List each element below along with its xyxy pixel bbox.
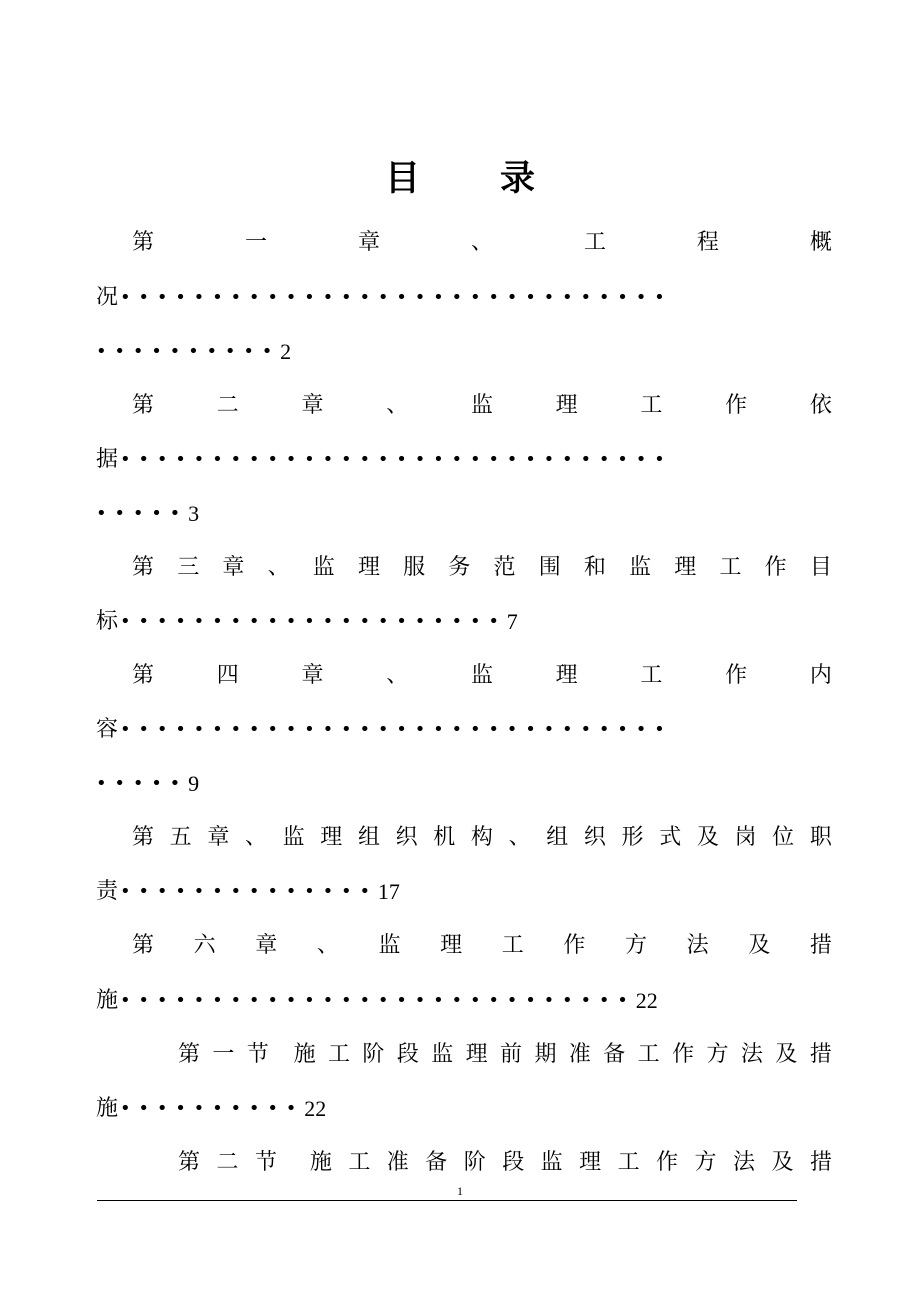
heading-char: 准 [386, 1150, 409, 1175]
heading-char: 、 [470, 230, 493, 255]
heading-char: 理 [465, 1042, 488, 1067]
heading-char: 和 [583, 555, 606, 580]
heading-char: 章 [255, 933, 278, 958]
heading-char: 方 [694, 1150, 717, 1175]
heading-char: 二 [216, 393, 239, 418]
heading-char: 作 [725, 663, 748, 688]
heading-char: 措 [809, 1042, 832, 1067]
toc-entry-leader[interactable] [96, 712, 836, 748]
toc-entry-heading[interactable] [132, 550, 832, 586]
heading-char: 章 [357, 230, 380, 255]
heading-char: 作 [656, 1150, 679, 1175]
heading-char: 工 [719, 555, 742, 580]
heading-char: 前 [500, 1042, 523, 1067]
heading-char: 工 [640, 393, 663, 418]
heading-char: 监 [282, 825, 305, 850]
leader-dots: •••••••••• [96, 341, 281, 362]
toc-page-number: 22 [304, 1096, 327, 1121]
footer-page-number: 1 [457, 1184, 463, 1198]
toc-entry-heading[interactable] [132, 658, 832, 694]
toc-entry-heading[interactable] [178, 1037, 832, 1073]
heading-char: 第 [132, 230, 155, 255]
heading-char: 施 [309, 1150, 332, 1175]
heading-char: 第 [178, 1150, 201, 1175]
leader-dots: •••••••••• [120, 1098, 305, 1119]
heading-char: 工 [328, 1042, 351, 1067]
heading-char: 二 [216, 1150, 239, 1175]
leader-dots: •••••••••••••••••••••••••••••• [120, 287, 673, 308]
leader-dots: ••••• [96, 773, 189, 794]
heading-char: 作 [725, 393, 748, 418]
heading-char: 三 [177, 555, 200, 580]
heading-char: 方 [625, 933, 648, 958]
heading-char: 备 [603, 1042, 626, 1067]
toc-page-number: 9 [188, 771, 200, 796]
heading-char: 、 [386, 663, 409, 688]
toc-entry-heading[interactable] [132, 820, 832, 856]
heading-char: 、 [508, 825, 531, 850]
heading-char: 工 [617, 1150, 640, 1175]
heading-char: 职 [809, 825, 832, 850]
heading-char: 监 [431, 1042, 454, 1067]
heading-char: 四 [216, 663, 239, 688]
toc-entry-leader[interactable] [96, 983, 836, 1019]
toc-page-number: 7 [506, 609, 518, 634]
heading-last-char: 施 [96, 1096, 119, 1121]
heading-char: 理 [555, 663, 578, 688]
toc-entry-heading[interactable] [132, 388, 832, 424]
heading-last-char: 况 [96, 285, 119, 310]
heading-char: 监 [470, 663, 493, 688]
heading-last-char: 施 [96, 988, 119, 1013]
heading-char: 期 [534, 1042, 557, 1067]
heading-char: 织 [583, 825, 606, 850]
heading-char: 范 [493, 555, 516, 580]
toc-entry-leader-continued[interactable] [96, 496, 836, 532]
toc-entry-leader-continued[interactable] [96, 334, 836, 370]
heading-char: 内 [809, 663, 832, 688]
heading-char: 、 [386, 393, 409, 418]
heading-char: 第 [132, 393, 155, 418]
heading-last-char: 标 [96, 609, 119, 634]
heading-char: 第 [132, 663, 155, 688]
heading-char: 节 [246, 1042, 269, 1067]
toc-entry-leader[interactable] [96, 1091, 836, 1127]
toc-entry-leader[interactable] [96, 604, 836, 640]
heading-char: 第 [132, 555, 155, 580]
title-char-2: 录 [500, 159, 536, 199]
leader-dots: •••••••••••••••••••••••••••• [120, 990, 636, 1011]
leader-dots: •••••••••••••••••••••••••••••• [120, 449, 673, 470]
toc-entry-leader-continued[interactable] [96, 766, 836, 802]
leader-dots: •••••••••••••• [120, 881, 378, 902]
heading-char: 、 [244, 825, 267, 850]
heading-char: 概 [809, 230, 832, 255]
heading-char: 法 [733, 1150, 756, 1175]
heading-char: 工 [640, 663, 663, 688]
heading-char: 及 [771, 1150, 794, 1175]
heading-char: 程 [696, 230, 719, 255]
heading-char: 构 [470, 825, 493, 850]
toc-entry-leader[interactable] [96, 280, 836, 316]
heading-char: 节 [254, 1150, 277, 1175]
heading-char: 法 [740, 1042, 763, 1067]
toc-page-number: 2 [280, 339, 292, 364]
page-title [0, 158, 920, 200]
heading-char: 依 [809, 393, 832, 418]
heading-char: 及 [775, 1042, 798, 1067]
leader-dots: •••••••••••••••••••••••••••••• [120, 719, 673, 740]
heading-char: 一 [244, 230, 267, 255]
toc-entry-heading[interactable] [132, 225, 832, 261]
heading-char: 第 [132, 933, 155, 958]
heading-char: 理 [357, 555, 380, 580]
heading-char: 第 [132, 825, 155, 850]
heading-char: 工 [637, 1042, 660, 1067]
heading-char: 理 [674, 555, 697, 580]
heading-last-char: 容 [96, 717, 119, 742]
heading-char: 机 [433, 825, 456, 850]
toc-page-number: 3 [188, 501, 200, 526]
heading-last-char: 责 [96, 879, 119, 904]
heading-char: 阶 [362, 1042, 385, 1067]
heading-char: 法 [686, 933, 709, 958]
toc-entry-leader[interactable] [96, 442, 836, 478]
heading-char: 务 [448, 555, 471, 580]
heading-char: 段 [502, 1150, 525, 1175]
heading-char: 章 [301, 663, 324, 688]
heading-char: 理 [320, 825, 343, 850]
heading-char: 织 [395, 825, 418, 850]
leader-dots: ••••••••••••••••••••• [120, 611, 507, 632]
heading-char: 式 [659, 825, 682, 850]
leader-dots: ••••• [96, 503, 189, 524]
heading-char: 章 [222, 555, 245, 580]
heading-char: 形 [621, 825, 644, 850]
heading-char: 作 [563, 933, 586, 958]
heading-char: 五 [169, 825, 192, 850]
heading-char: 备 [425, 1150, 448, 1175]
footer-rule [97, 1200, 797, 1201]
heading-char: 监 [540, 1150, 563, 1175]
heading-char: 理 [579, 1150, 602, 1175]
toc-entry-heading[interactable] [132, 928, 832, 964]
heading-char: 工 [501, 933, 524, 958]
heading-char: 施 [293, 1042, 316, 1067]
heading-char: 目 [809, 555, 832, 580]
heading-char: 理 [555, 393, 578, 418]
heading-char: 及 [696, 825, 719, 850]
heading-char: 组 [546, 825, 569, 850]
heading-char: 岗 [734, 825, 757, 850]
heading-char: 监 [470, 393, 493, 418]
heading-last-char: 据 [96, 447, 119, 472]
heading-char: 围 [538, 555, 561, 580]
heading-char: 第 [178, 1042, 201, 1067]
heading-char: 、 [267, 555, 290, 580]
heading-char: 措 [809, 933, 832, 958]
heading-char: 一 [212, 1042, 235, 1067]
heading-char: 监 [378, 933, 401, 958]
toc-entry-heading[interactable] [178, 1145, 832, 1181]
toc-page-number: 17 [377, 879, 400, 904]
heading-char: 准 [568, 1042, 591, 1067]
heading-char: 监 [629, 555, 652, 580]
title-char-1: 目 [384, 159, 420, 199]
heading-char: 理 [440, 933, 463, 958]
heading-char: 段 [396, 1042, 419, 1067]
heading-char: 组 [357, 825, 380, 850]
toc-page-number: 22 [635, 988, 658, 1013]
heading-char: 及 [748, 933, 771, 958]
heading-char: 方 [706, 1042, 729, 1067]
heading-char: 位 [772, 825, 795, 850]
heading-char: 、 [316, 933, 339, 958]
heading-char: 作 [672, 1042, 695, 1067]
heading-char: 工 [348, 1150, 371, 1175]
heading-char: 阶 [463, 1150, 486, 1175]
toc-entry-leader[interactable] [96, 874, 836, 910]
heading-char: 六 [193, 933, 216, 958]
heading-char: 措 [809, 1150, 832, 1175]
heading-char: 章 [207, 825, 230, 850]
heading-char: 作 [764, 555, 787, 580]
heading-char: 章 [301, 393, 324, 418]
heading-char: 监 [312, 555, 335, 580]
heading-char: 工 [583, 230, 606, 255]
heading-char: 服 [403, 555, 426, 580]
